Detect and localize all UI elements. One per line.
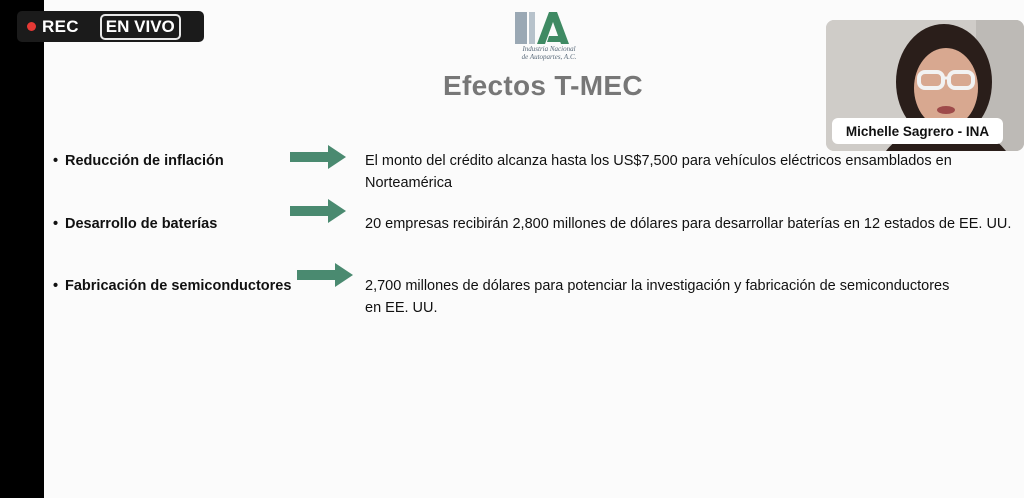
logo-caption — [494, 45, 604, 61]
bullet-label-1: Reducción de inflación — [65, 153, 224, 169]
bullet-description-3 — [365, 275, 949, 319]
logo-caption-line2: de Autopartes, A.C. — [521, 53, 577, 61]
bullet-dot: • — [53, 278, 59, 294]
arrow-right-icon — [290, 145, 346, 169]
bullet-dot: • — [53, 216, 59, 232]
desc-3-line1: 2,700 millones de dólares para potenciar la investigación y fabricación de semiconductores — [365, 278, 950, 294]
bullet-label-3: Fabricación de semiconductores — [65, 278, 292, 294]
bullet-item-2 — [53, 216, 217, 232]
live-badge: EN VIVO — [100, 14, 181, 40]
desc-1-line2: Norteamérica — [365, 175, 453, 191]
desc-2-line1: 20 empresas recibirán 2,800 millones de dólares para desarrollar baterías en 12 estados de EE. UU. — [365, 216, 1012, 232]
arrow-right-icon — [297, 263, 353, 287]
bullet-label-2: Desarrollo de baterías — [65, 216, 218, 232]
record-dot-icon — [27, 22, 36, 31]
bullet-description-2 — [365, 213, 1011, 235]
bullet-dot: • — [53, 153, 59, 169]
left-black-bar — [0, 0, 44, 498]
bullet-item-1 — [53, 153, 224, 169]
desc-1-line1: El monto del crédito alcanza hasta los US$7,500 para vehículos eléctricos ensamblados en — [365, 153, 952, 169]
logo-caption-line1: Industria Nacional — [522, 45, 576, 53]
recording-indicator — [17, 11, 204, 42]
arrow-right-icon — [290, 199, 346, 223]
rec-label: REC — [42, 16, 79, 36]
slide-title: Efectos T-MEC — [443, 70, 643, 101]
desc-3-line2: en EE. UU. — [365, 300, 438, 316]
bullet-item-3 — [53, 278, 291, 294]
bullet-description-1 — [365, 150, 952, 194]
participant-name-label: Michelle Sagrero - INA — [832, 118, 1003, 144]
